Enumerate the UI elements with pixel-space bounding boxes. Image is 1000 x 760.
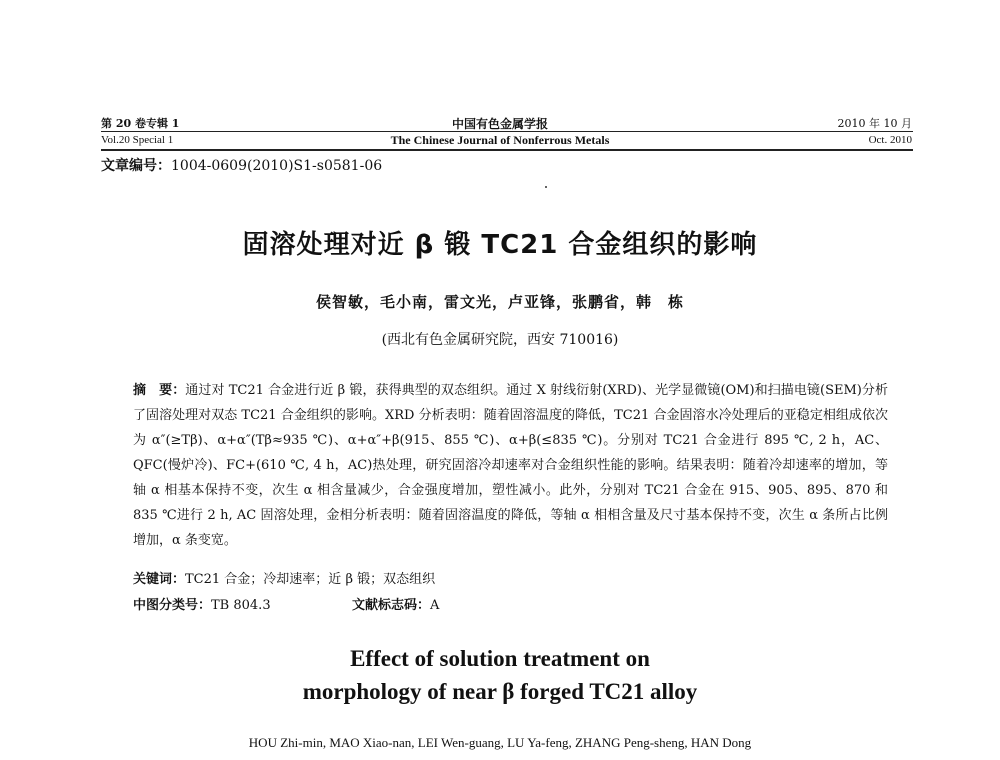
volume-en: Vol.20 Special 1 [101,134,174,146]
keywords-cn [133,568,435,587]
document-code [352,594,439,613]
document-code-value: A [430,598,440,613]
clc-value: TB 804.3 [211,598,271,613]
authors-cn: 侯智敏，毛小南，雷文光，卢亚锋，张鹏省，韩 栋 [315,293,684,311]
abstract-cn [133,378,888,553]
article-number-label: 文章编号： [101,158,171,174]
title-en-line2: morphology of near β forged TC21 alloy [302,679,698,704]
article-number-value: 1004-0609(2010)S1-s0581-06 [171,158,383,174]
affiliation-cn: (西北有色金属研究院，西安 710016) [381,332,619,348]
title-cn: 固溶处理对近 β 锻 TC21 合金组织的影响 [242,230,758,260]
date-en: Oct. 2010 [868,134,912,146]
journal-title-en: The Chinese Journal of Nonferrous Metals [390,133,610,147]
authors-en: HOU Zhi-min, MAO Xiao-nan, LEI Wen-guang, LU Ya-feng, ZHANG Peng-sheng, HAN Dong [248,735,752,750]
volume-cn: 第 20 卷专辑 1 [101,117,180,130]
article-number [101,155,382,175]
keywords-text: TC21 合金；冷却速率；近 β 锻；双态组织 [185,572,436,587]
classification-line [133,594,893,613]
header-rule-thin [101,131,913,132]
abstract-text: 通过对 TC21 合金进行近 β 锻，获得典型的双态组织。通过 X 射线衍射(XRD)、光学显微镜(OM)和扫描电镜(SEM)分析了固溶处理对双态 TC21 合金组织的影响。XRD 分析表明：随着固溶温度的降低，TC21 合金固溶水冷处理后的亚稳定相组成依次为 α″(≥Tβ)、α+α″(Tβ≈935 ℃)、α+α″+β(915、855 ℃)、α+β(≤835 ℃)。分别对 TC21 合金进行 895 ℃, 2 h，AC、QFC(慢炉冷)、FC+(610 ℃, 4 h，AC)热处理，研究固溶冷却速率对合金组织性能的影响。结果表明：随着冷却速率的增加，等轴 α 相基本保持不变，次生 α 相含量减少，合金强度增加，塑性减小。此外，分别对 TC21 合金在 915、905、895、870 和 835 ℃进行 2 h, AC 固溶处理，金相分析表明：随着固溶温度的降低，等轴 α 相相含量及尺寸基本保持不变，次生 α 条所占比例增加，α 条变宽。 [133,383,888,548]
speck [545,186,547,188]
date-cn: 2010 年 10 月 [837,117,912,130]
title-en [0,642,1000,708]
journal-title-cn: 中国有色金属学报 [451,117,548,131]
keywords-label: 关键词： [133,572,186,587]
header-rule [101,149,913,151]
title-en-line1: Effect of solution treatment on [350,646,650,671]
clc-label: 中图分类号： [133,598,212,613]
abstract-label: 摘 要： [133,383,186,398]
document-code-label: 文献标志码： [352,598,431,613]
